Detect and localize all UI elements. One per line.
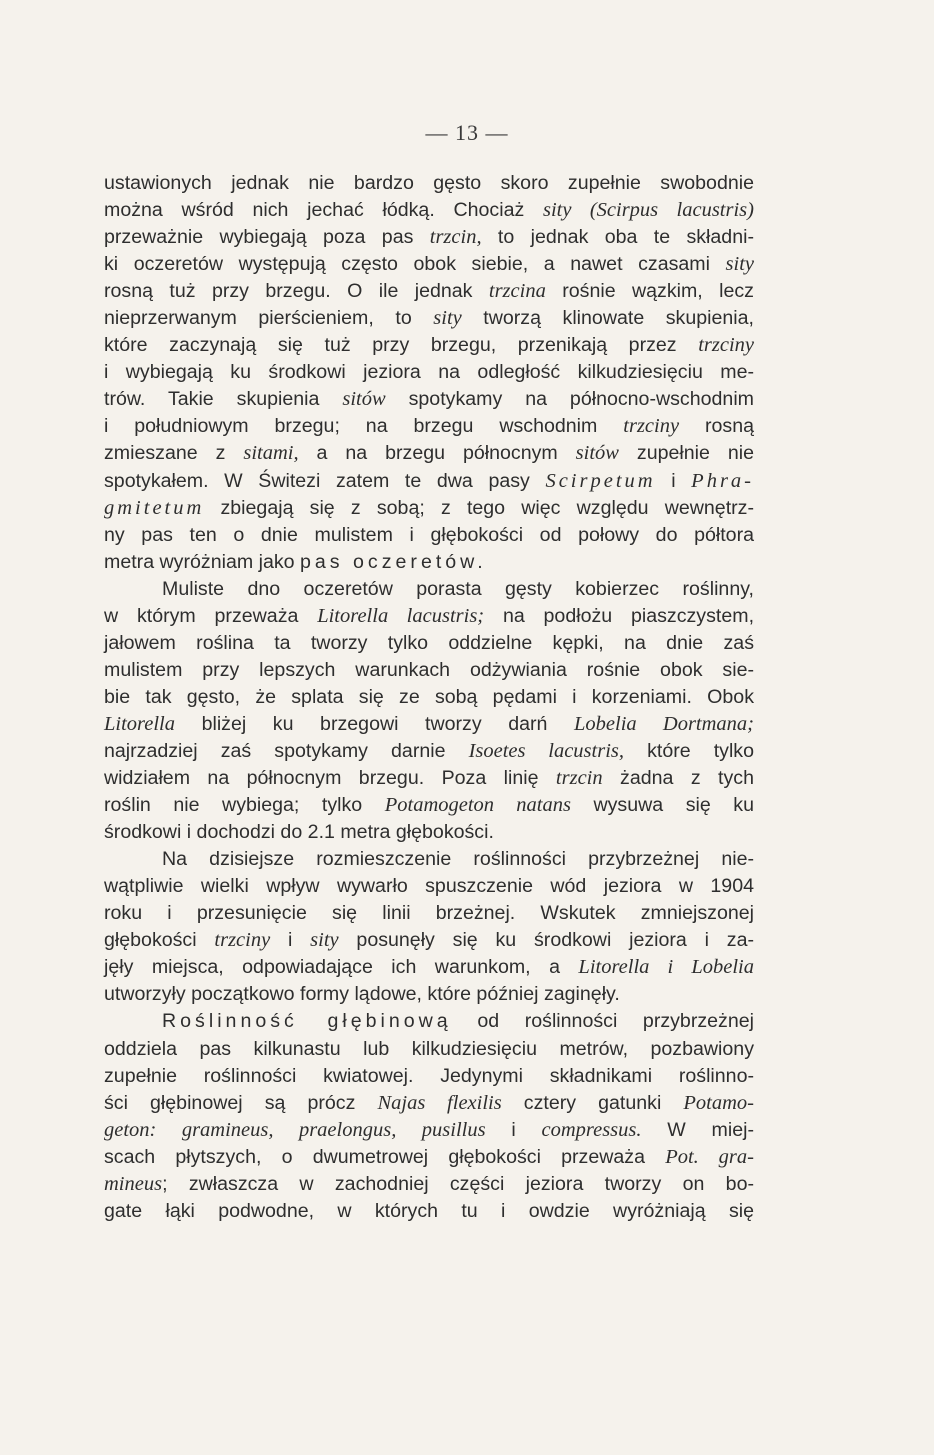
text-line (104, 170, 754, 197)
text-segment: utworzyły początkowo formy lądowe, które później zaginęły. (104, 983, 620, 1006)
text-line (104, 1063, 754, 1090)
text-segment: i południowym brzegu; na brzegu wschodnim (104, 415, 624, 438)
text-segment: bie tak gęsto, że splata się ze sobą pędami i korzeniami. Obok (104, 685, 754, 708)
text-segment: spotykamy na północno-wschodnim (385, 388, 754, 411)
text-segment: roślin nie wybiega; tylko (104, 794, 385, 817)
text-segment: i wybiegają ku środkowi jeziora na odległość kilkudziesięciu me- (104, 361, 754, 384)
body-text (104, 170, 754, 1225)
text-segment: najrzadziej zaś spotykamy darnie (104, 739, 469, 762)
text-line (104, 1036, 754, 1063)
text-segment: tworzą klinowate skupienia, (461, 307, 754, 330)
text-line (104, 657, 754, 684)
text-line (104, 1198, 754, 1225)
text-line (104, 549, 754, 576)
text-segment: cztery gatunki (501, 1091, 684, 1114)
text-line (104, 332, 754, 359)
text-line (104, 765, 754, 792)
text-line (104, 468, 754, 495)
italic-term: sitów (575, 442, 619, 465)
text-segment: na podłożu piaszczystem, (484, 604, 755, 627)
italic-term: trzciny (623, 415, 680, 438)
italic-term: Najas flexilis (377, 1091, 502, 1114)
text-segment: bliżej ku brzegowi tworzy darń (175, 712, 574, 735)
text-segment: zupełnie nie (618, 442, 754, 465)
text-segment: wątpliwie wielki wpływ wywarło spuszczenie wód jeziora w 1904 (104, 875, 754, 898)
italic-term: sity (310, 929, 339, 952)
text-line (104, 224, 754, 251)
text-segment: ki oczeretów występują często obok siebie, a nawet czasami (104, 253, 726, 276)
text-segment: od roślinności przybrzeżnej (451, 1010, 754, 1033)
text-segment: gate łąki podwodne, w których tu i owdzie wyróżniają się (104, 1199, 754, 1222)
text-line (104, 900, 754, 927)
italic-term: mineus (104, 1172, 163, 1195)
text-segment: Na dzisiejsze rozmieszczenie roślinności przybrzeżnej nie- (162, 848, 754, 871)
italic-term: sity (Scirpus lacustris) (542, 199, 754, 222)
text-line (104, 927, 754, 954)
text-line (104, 981, 754, 1008)
spaced-term: Roślinność głębinową (162, 1010, 452, 1033)
text-segment: ny pas ten o dnie mulistem i głębokości od połowy do półtora (104, 523, 754, 546)
text-segment: i (270, 929, 311, 952)
text-line (104, 630, 754, 657)
text-segment: środkowi i dochodzi do 2.1 metra głębokości. (104, 821, 494, 844)
text-segment: rośnie wązkim, lecz (545, 280, 754, 303)
italic-term: trzcina (488, 280, 546, 303)
italic-term: Litorella lacustris; (317, 604, 485, 627)
text-segment: a na brzegu północnym (298, 442, 576, 465)
text-line (104, 197, 754, 224)
spaced-term: pas oczeretów. (300, 550, 487, 573)
text-segment: żadna z tych (602, 767, 754, 790)
text-segment: rosną (679, 415, 754, 438)
text-segment: roku i przesunięcie się linii brzeżnej. Wskutek zmniejszonej (104, 902, 754, 925)
text-line (104, 576, 754, 603)
text-line (104, 603, 754, 630)
text-segment: przeważnie wybiegają poza pas (104, 226, 430, 249)
italic-term: trzciny (214, 929, 271, 952)
text-segment: posunęły się ku środkowi jeziora i za- (338, 929, 755, 952)
text-line (104, 684, 754, 711)
page-number: — 13 — (425, 120, 509, 145)
italic-term: sitów (342, 388, 386, 411)
text-segment: trów. Takie skupienia (104, 388, 343, 411)
italic-term: trzcin (555, 767, 603, 790)
italic-term: compressus. (541, 1118, 642, 1141)
text-segment: widziałem na północnym brzegu. Poza linię (104, 767, 556, 790)
italic-term: Phra- (691, 469, 754, 492)
text-line (104, 251, 754, 278)
italic-term: geton: gramineus, praelongus, pusillus (104, 1118, 486, 1141)
italic-term: trzcin, (429, 226, 482, 249)
text-segment: i (485, 1118, 542, 1141)
text-line (104, 278, 754, 305)
text-segment: głębokości (104, 929, 215, 952)
text-line (104, 1144, 754, 1171)
text-segment: Muliste dno oczeretów porasta gęsty kobierzec roślinny, (162, 577, 754, 600)
text-line (104, 1117, 754, 1144)
text-line (104, 819, 754, 846)
text-line (104, 1090, 754, 1117)
text-line (104, 873, 754, 900)
italic-term: trzciny (698, 334, 754, 357)
text-line (104, 792, 754, 819)
text-segment: oddziela pas kilkunastu lub kilkudziesięciu metrów, pozbawiony (104, 1037, 754, 1060)
text-segment: można wśród nich jechać łódką. Chociaż (104, 199, 543, 222)
text-segment: zbiegają się z sobą; z tego więc względu wewnętrz- (204, 496, 754, 519)
text-line (104, 1171, 754, 1198)
text-segment: które zaczynają się tuż przy brzegu, przenikają przez (104, 334, 699, 357)
text-segment: i (655, 469, 692, 492)
text-segment: zupełnie roślinności kwiatowej. Jedynymi składnikami roślinno- (104, 1064, 754, 1087)
text-segment: rosną tuż przy brzegu. O ile jednak (104, 280, 489, 303)
text-segment: ustawionych jednak nie bardzo gęsto skoro zupełnie swobodnie (104, 172, 754, 194)
italic-term: Potamogeton natans (384, 794, 571, 817)
italic-term: Pot. gra- (665, 1145, 754, 1168)
text-line (104, 522, 754, 549)
text-segment: w którym przeważa (104, 604, 318, 627)
text-line (104, 495, 754, 522)
text-segment: to jednak oba te składni- (481, 226, 754, 249)
text-line (104, 305, 754, 332)
text-segment: spotykałem. W Świtezi zatem te dwa pasy (104, 469, 546, 492)
italic-term: Litorella i Lobelia (578, 956, 755, 979)
text-line (104, 1008, 754, 1035)
text-line (104, 738, 754, 765)
text-segment: mulistem przy lepszych warunkach odżywiania rośnie obok sie- (104, 658, 754, 681)
italic-term: sity (725, 253, 754, 276)
italic-term: Lobelia Dortmana; (574, 712, 754, 735)
italic-term: sitami, (243, 442, 299, 465)
text-segment: które tylko (624, 739, 754, 762)
text-segment: jałowem roślina ta tworzy tylko oddzielne kępki, na dnie zaś (104, 631, 754, 654)
text-line (104, 440, 754, 467)
text-line (104, 359, 754, 386)
text-segment: jęły miejsca, odpowiadające ich warunkom, a (104, 956, 579, 979)
text-segment: metra wyróżniam jako (104, 550, 300, 573)
italic-term: gmitetum (104, 496, 205, 519)
italic-term: sity (433, 307, 462, 330)
text-line (104, 954, 754, 981)
italic-term: Potamo- (683, 1091, 754, 1114)
text-segment: W miej- (641, 1118, 754, 1141)
text-segment: ; zwłaszcza w zachodniej części jeziora tworzy on bo- (162, 1172, 754, 1195)
text-segment: zmieszane z (104, 442, 244, 465)
text-segment: nieprzerwanym pierścieniem, to (104, 307, 434, 330)
text-line (104, 711, 754, 738)
text-line (104, 413, 754, 440)
italic-term: Scirpetum (545, 469, 656, 492)
italic-term: Isoetes lacustris, (468, 739, 624, 762)
text-segment: wysuwa się ku (570, 794, 754, 817)
text-segment: scach płytszych, o dwumetrowej głębokości przeważa (104, 1145, 666, 1168)
text-line (104, 386, 754, 413)
text-segment: ści głębinowej są prócz (104, 1091, 378, 1114)
text-line (104, 846, 754, 873)
italic-term: Litorella (104, 712, 175, 735)
